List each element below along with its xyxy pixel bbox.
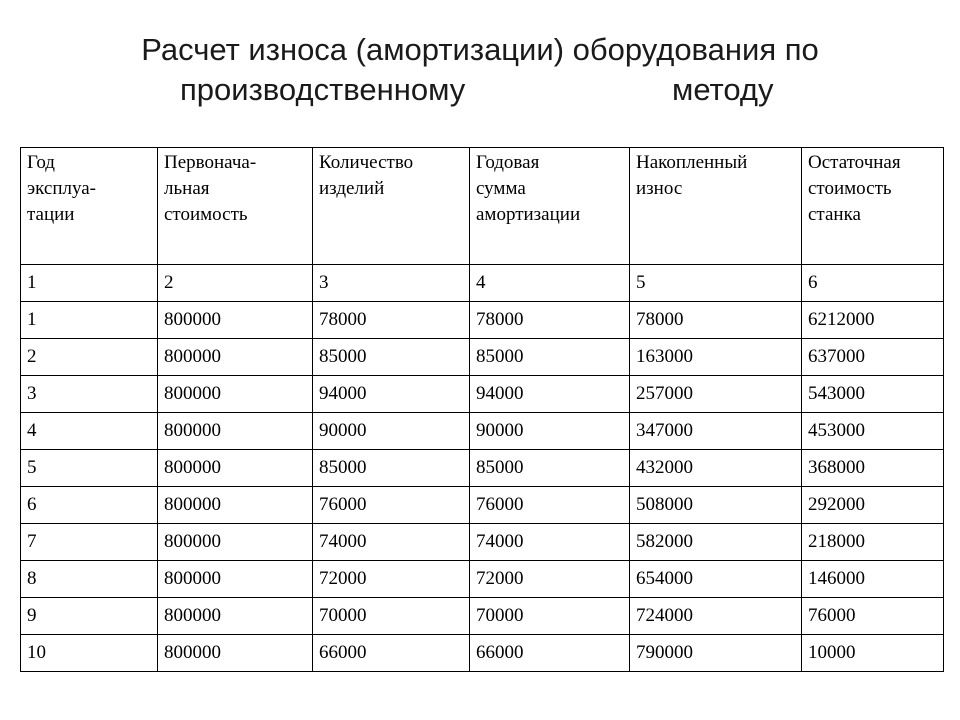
table-cell: 800000 [158,450,313,487]
table-cell: 76000 [470,487,630,524]
table-cell: 4 [21,413,158,450]
table-row [21,376,944,413]
table-cell: 347000 [630,413,802,450]
table-cell: 76000 [313,487,470,524]
header-line: Остаточная [808,152,901,173]
header-line: Год [27,152,55,173]
table-row [21,302,944,339]
title-line-1: Расчет износа (амортизации) оборудования по [141,32,819,67]
table-cell: 85000 [470,339,630,376]
table-cell: 78000 [313,302,470,339]
table-cell: 9 [21,598,158,635]
table-cell: 146000 [802,561,944,598]
table-cell: 637000 [802,339,944,376]
table-row [21,413,944,450]
table-cell: 66000 [470,635,630,672]
table-cell: 70000 [470,598,630,635]
table-cell: 78000 [630,302,802,339]
table-cell: 800000 [158,598,313,635]
table-cell: 85000 [470,450,630,487]
header-line: стоимость [164,204,248,225]
page-title [0,30,960,110]
header-line: Первонача- [164,152,257,173]
table-row [21,487,944,524]
table-cell: 6 [802,265,944,302]
table-cell: 76000 [802,598,944,635]
table-cell: 94000 [313,376,470,413]
table-row [21,598,944,635]
table-cell: 1 [21,302,158,339]
table-cell: 78000 [470,302,630,339]
title-line-2-right: методу [672,72,774,107]
header-line: тации [27,204,75,225]
header-year [21,148,158,265]
header-line: станка [808,204,861,225]
header-line: изделий [319,178,385,199]
table-cell: 432000 [630,450,802,487]
table-cell: 800000 [158,413,313,450]
table-row [21,635,944,672]
table-cell: 66000 [313,635,470,672]
table-cell: 2 [158,265,313,302]
table-cell: 8 [21,561,158,598]
table-cell: 3 [21,376,158,413]
table-cell: 90000 [313,413,470,450]
table-cell: 2 [21,339,158,376]
header-residual-value [802,148,944,265]
table-cell: 724000 [630,598,802,635]
table-cell: 800000 [158,635,313,672]
table-cell: 292000 [802,487,944,524]
header-line: Накопленный [636,152,748,173]
table-cell: 368000 [802,450,944,487]
table-cell: 72000 [470,561,630,598]
table-row [21,524,944,561]
table-cell: 5 [21,450,158,487]
table-cell: 85000 [313,339,470,376]
table-cell: 800000 [158,524,313,561]
header-line: Годовая [476,152,540,173]
table-row [21,339,944,376]
table-cell: 543000 [802,376,944,413]
header-line: износ [636,178,683,199]
table-cell: 10000 [802,635,944,672]
header-line: льная [164,178,210,199]
table-cell: 74000 [470,524,630,561]
table-cell: 4 [470,265,630,302]
table-cell: 10 [21,635,158,672]
table-cell: 800000 [158,376,313,413]
table-cell: 800000 [158,339,313,376]
table-cell: 74000 [313,524,470,561]
header-line: эксплуа- [27,178,97,199]
table-cell: 3 [313,265,470,302]
table-cell: 257000 [630,376,802,413]
table-cell: 218000 [802,524,944,561]
table-cell: 163000 [630,339,802,376]
header-accumulated-wear [630,148,802,265]
header-line: амортизации [476,204,581,225]
table-row [21,450,944,487]
table-cell: 6212000 [802,302,944,339]
table-cell: 7 [21,524,158,561]
table-cell: 1 [21,265,158,302]
depreciation-table [20,147,944,672]
header-quantity [313,148,470,265]
table-cell: 654000 [630,561,802,598]
table-row [21,561,944,598]
table-cell: 453000 [802,413,944,450]
table-cell: 790000 [630,635,802,672]
table-cell: 5 [630,265,802,302]
table-cell: 70000 [313,598,470,635]
table-cell: 94000 [470,376,630,413]
title-line-2 [0,70,960,110]
header-line: стоимость [808,178,892,199]
table-cell: 6 [21,487,158,524]
table-cell: 72000 [313,561,470,598]
header-line: сумма [476,178,526,199]
table-cell: 800000 [158,487,313,524]
header-annual-depreciation [470,148,630,265]
table-cell: 800000 [158,561,313,598]
table-cell: 90000 [470,413,630,450]
table-cell: 582000 [630,524,802,561]
table-header-row [21,148,944,265]
table-cell: 800000 [158,302,313,339]
header-line: Количество [319,152,414,173]
table-cell: 508000 [630,487,802,524]
title-line-2-left: производственному [180,72,466,107]
header-initial-cost [158,148,313,265]
table-cell: 85000 [313,450,470,487]
table-row [21,265,944,302]
